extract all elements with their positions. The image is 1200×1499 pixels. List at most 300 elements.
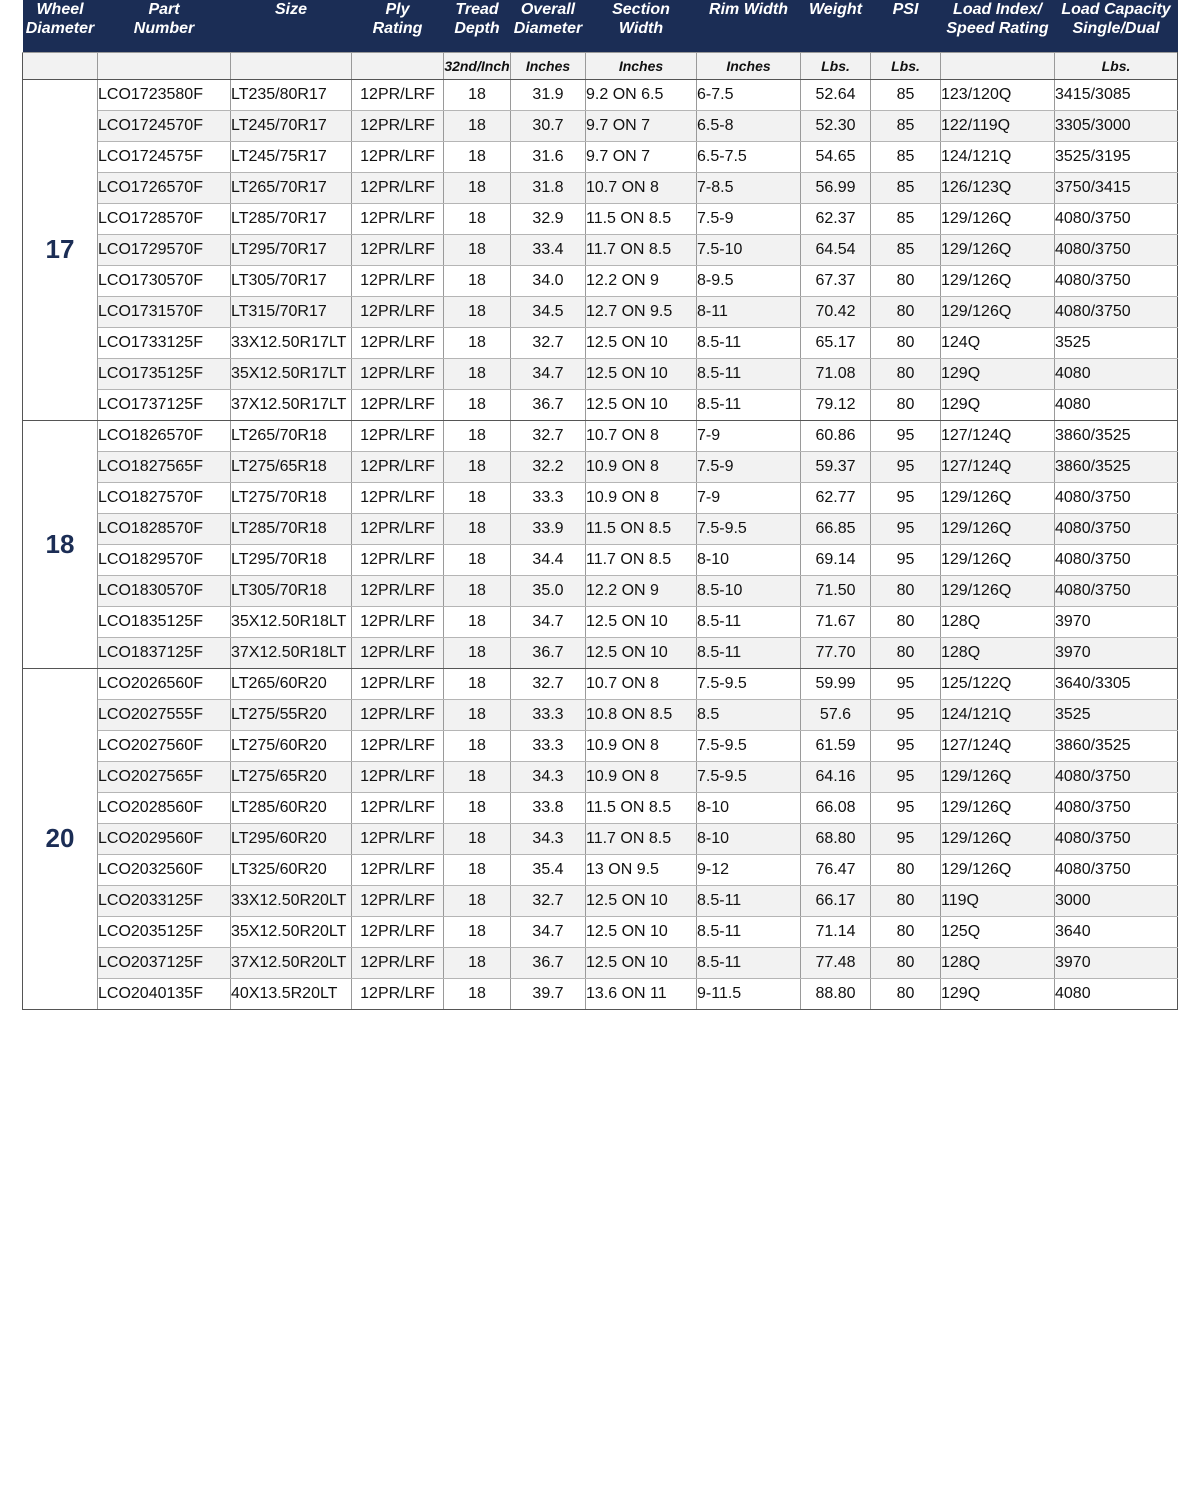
cell-load-capacity: 3000 [1055, 885, 1178, 916]
cell-section-width: 12.5 ON 10 [586, 606, 697, 637]
cell-tread-depth: 18 [444, 203, 511, 234]
table-row [23, 172, 1178, 203]
cell-load-index-speed-rating: 129/126Q [941, 296, 1055, 327]
cell-weight: 60.86 [801, 420, 871, 451]
cell-load-capacity: 4080/3750 [1055, 203, 1178, 234]
cell-ply-rating: 12PR/LRF [352, 327, 444, 358]
cell-section-width: 11.7 ON 8.5 [586, 823, 697, 854]
cell-psi: 85 [871, 141, 941, 172]
table-row [23, 575, 1178, 606]
cell-load-capacity: 4080/3750 [1055, 482, 1178, 513]
cell-section-width: 11.5 ON 8.5 [586, 513, 697, 544]
cell-overall-diameter: 31.9 [511, 79, 586, 110]
cell-ply-rating: 12PR/LRF [352, 389, 444, 420]
cell-rim-width: 6-7.5 [697, 79, 801, 110]
cell-ply-rating: 12PR/LRF [352, 575, 444, 606]
cell-load-index-speed-rating: 125/122Q [941, 668, 1055, 699]
cell-psi: 85 [871, 203, 941, 234]
cell-section-width: 13 ON 9.5 [586, 854, 697, 885]
table-row [23, 265, 1178, 296]
cell-section-width: 11.7 ON 8.5 [586, 234, 697, 265]
cell-overall-diameter: 34.7 [511, 916, 586, 947]
cell-weight: 66.08 [801, 792, 871, 823]
cell-tread-depth: 18 [444, 544, 511, 575]
header-overall-diameter-line: Diameter [513, 20, 583, 37]
cell-part-number: LCO2026560F [98, 668, 231, 699]
cell-rim-width: 7.5-9.5 [697, 761, 801, 792]
cell-load-index-speed-rating: 129/126Q [941, 761, 1055, 792]
cell-rim-width: 8-10 [697, 823, 801, 854]
cell-tread-depth: 18 [444, 668, 511, 699]
cell-tread-depth: 18 [444, 265, 511, 296]
cell-load-capacity: 4080/3750 [1055, 296, 1178, 327]
cell-rim-width: 9-11.5 [697, 978, 801, 1009]
cell-part-number: LCO1827570F [98, 482, 231, 513]
cell-part-number: LCO1726570F [98, 172, 231, 203]
cell-load-capacity: 4080/3750 [1055, 792, 1178, 823]
cell-load-index-speed-rating: 125Q [941, 916, 1055, 947]
cell-size: LT245/75R17 [231, 141, 352, 172]
cell-psi: 95 [871, 544, 941, 575]
cell-size: 40X13.5R20LT [231, 978, 352, 1009]
cell-part-number: LCO1723580F [98, 79, 231, 110]
cell-psi: 80 [871, 637, 941, 668]
cell-load-index-speed-rating: 127/124Q [941, 451, 1055, 482]
cell-overall-diameter: 32.2 [511, 451, 586, 482]
cell-load-capacity: 3860/3525 [1055, 730, 1178, 761]
cell-section-width: 10.7 ON 8 [586, 172, 697, 203]
header-section-width-line: Section [612, 1, 670, 18]
table-row [23, 234, 1178, 265]
cell-size: 35X12.50R18LT [231, 606, 352, 637]
cell-section-width: 12.5 ON 10 [586, 358, 697, 389]
cell-psi: 80 [871, 885, 941, 916]
header-overall-diameter [511, 0, 586, 52]
cell-psi: 85 [871, 172, 941, 203]
cell-weight: 69.14 [801, 544, 871, 575]
cell-part-number: LCO1826570F [98, 420, 231, 451]
cell-overall-diameter: 33.3 [511, 482, 586, 513]
cell-psi: 95 [871, 513, 941, 544]
cell-weight: 59.37 [801, 451, 871, 482]
cell-weight: 66.17 [801, 885, 871, 916]
cell-size: LT305/70R17 [231, 265, 352, 296]
cell-overall-diameter: 33.3 [511, 699, 586, 730]
cell-psi: 80 [871, 916, 941, 947]
cell-rim-width: 7-9 [697, 420, 801, 451]
table-row [23, 296, 1178, 327]
header-load-index-speed-rating-line: Load Index/ [953, 1, 1042, 18]
cell-tread-depth: 18 [444, 79, 511, 110]
cell-weight: 68.80 [801, 823, 871, 854]
cell-psi: 95 [871, 761, 941, 792]
cell-tread-depth: 18 [444, 606, 511, 637]
cell-ply-rating: 12PR/LRF [352, 885, 444, 916]
cell-size: LT315/70R17 [231, 296, 352, 327]
cell-overall-diameter: 35.0 [511, 575, 586, 606]
table-row [23, 141, 1178, 172]
unit-ply-rating [352, 52, 444, 79]
cell-ply-rating: 12PR/LRF [352, 699, 444, 730]
cell-ply-rating: 12PR/LRF [352, 854, 444, 885]
header-section-width [586, 0, 697, 52]
cell-load-index-speed-rating: 128Q [941, 637, 1055, 668]
cell-tread-depth: 18 [444, 761, 511, 792]
header-load-index-speed-rating [941, 0, 1055, 52]
cell-load-capacity: 4080/3750 [1055, 575, 1178, 606]
cell-load-index-speed-rating: 129/126Q [941, 513, 1055, 544]
cell-psi: 80 [871, 947, 941, 978]
cell-psi: 80 [871, 327, 941, 358]
table-row [23, 482, 1178, 513]
cell-psi: 95 [871, 482, 941, 513]
cell-section-width: 10.9 ON 8 [586, 451, 697, 482]
tire-spec-table [22, 0, 1178, 1010]
cell-section-width: 12.2 ON 9 [586, 265, 697, 296]
table-row [23, 327, 1178, 358]
header-part-number-line: Number [133, 20, 195, 37]
cell-tread-depth: 18 [444, 172, 511, 203]
cell-rim-width: 7.5-9.5 [697, 730, 801, 761]
cell-ply-rating: 12PR/LRF [352, 761, 444, 792]
cell-overall-diameter: 36.7 [511, 389, 586, 420]
cell-rim-width: 8.5-11 [697, 916, 801, 947]
cell-ply-rating: 12PR/LRF [352, 172, 444, 203]
table-row [23, 203, 1178, 234]
cell-psi: 80 [871, 296, 941, 327]
wheel-diameter-group: 17 [23, 79, 98, 420]
cell-weight: 71.14 [801, 916, 871, 947]
cell-size: LT295/70R17 [231, 234, 352, 265]
cell-load-index-speed-rating: 127/124Q [941, 730, 1055, 761]
cell-load-index-speed-rating: 129/126Q [941, 544, 1055, 575]
cell-section-width: 12.5 ON 10 [586, 389, 697, 420]
cell-rim-width: 7.5-9 [697, 203, 801, 234]
cell-rim-width: 7.5-9.5 [697, 513, 801, 544]
header-wheel-diameter [23, 0, 98, 52]
cell-section-width: 10.9 ON 8 [586, 761, 697, 792]
cell-section-width: 10.7 ON 8 [586, 420, 697, 451]
cell-tread-depth: 18 [444, 110, 511, 141]
cell-tread-depth: 18 [444, 141, 511, 172]
cell-part-number: LCO1733125F [98, 327, 231, 358]
cell-overall-diameter: 32.7 [511, 327, 586, 358]
cell-tread-depth: 18 [444, 327, 511, 358]
cell-size: LT275/65R20 [231, 761, 352, 792]
table-row [23, 513, 1178, 544]
cell-tread-depth: 18 [444, 451, 511, 482]
table-row [23, 110, 1178, 141]
cell-weight: 79.12 [801, 389, 871, 420]
cell-weight: 56.99 [801, 172, 871, 203]
cell-tread-depth: 18 [444, 854, 511, 885]
cell-weight: 61.59 [801, 730, 871, 761]
cell-tread-depth: 18 [444, 482, 511, 513]
cell-part-number: LCO1827565F [98, 451, 231, 482]
cell-load-capacity: 3750/3415 [1055, 172, 1178, 203]
cell-tread-depth: 18 [444, 420, 511, 451]
header-ply-rating [352, 0, 444, 52]
cell-overall-diameter: 30.7 [511, 110, 586, 141]
cell-part-number: LCO1724575F [98, 141, 231, 172]
cell-weight: 54.65 [801, 141, 871, 172]
header-row [23, 0, 1178, 52]
cell-rim-width: 9-12 [697, 854, 801, 885]
cell-weight: 62.37 [801, 203, 871, 234]
cell-part-number: LCO1724570F [98, 110, 231, 141]
table-row [23, 854, 1178, 885]
cell-section-width: 10.9 ON 8 [586, 482, 697, 513]
cell-part-number: LCO2027560F [98, 730, 231, 761]
cell-psi: 80 [871, 265, 941, 296]
cell-tread-depth: 18 [444, 389, 511, 420]
cell-weight: 76.47 [801, 854, 871, 885]
cell-weight: 59.99 [801, 668, 871, 699]
cell-load-capacity: 3860/3525 [1055, 451, 1178, 482]
table-row [23, 947, 1178, 978]
header-weight-line: Weight [808, 1, 863, 18]
unit-weight: Lbs. [801, 52, 871, 79]
cell-rim-width: 8.5-11 [697, 947, 801, 978]
cell-ply-rating: 12PR/LRF [352, 513, 444, 544]
units-row [23, 52, 1178, 79]
cell-load-index-speed-rating: 129/126Q [941, 792, 1055, 823]
cell-load-index-speed-rating: 129/126Q [941, 265, 1055, 296]
cell-overall-diameter: 36.7 [511, 947, 586, 978]
cell-ply-rating: 12PR/LRF [352, 420, 444, 451]
cell-tread-depth: 18 [444, 947, 511, 978]
table-row [23, 699, 1178, 730]
cell-section-width: 11.5 ON 8.5 [586, 203, 697, 234]
cell-ply-rating: 12PR/LRF [352, 947, 444, 978]
cell-rim-width: 8-9.5 [697, 265, 801, 296]
cell-section-width: 12.5 ON 10 [586, 327, 697, 358]
header-wheel-diameter-line: Diameter [25, 20, 95, 37]
unit-wheel-diameter [23, 52, 98, 79]
cell-size: 33X12.50R17LT [231, 327, 352, 358]
cell-psi: 85 [871, 234, 941, 265]
cell-tread-depth: 18 [444, 978, 511, 1009]
header-load-capacity-line: Load Capacity [1061, 1, 1171, 18]
cell-size: 37X12.50R17LT [231, 389, 352, 420]
cell-part-number: LCO2029560F [98, 823, 231, 854]
cell-rim-width: 6.5-8 [697, 110, 801, 141]
cell-size: 33X12.50R20LT [231, 885, 352, 916]
cell-weight: 67.37 [801, 265, 871, 296]
cell-size: LT275/55R20 [231, 699, 352, 730]
unit-psi: Lbs. [871, 52, 941, 79]
cell-weight: 88.80 [801, 978, 871, 1009]
cell-rim-width: 8.5-11 [697, 606, 801, 637]
cell-part-number: LCO2033125F [98, 885, 231, 916]
cell-load-capacity: 3525/3195 [1055, 141, 1178, 172]
table-row [23, 730, 1178, 761]
cell-load-capacity: 4080/3750 [1055, 234, 1178, 265]
table-row [23, 637, 1178, 668]
cell-rim-width: 8.5 [697, 699, 801, 730]
cell-part-number: LCO2032560F [98, 854, 231, 885]
header-size [231, 0, 352, 52]
cell-rim-width: 7.5-9 [697, 451, 801, 482]
cell-size: LT295/70R18 [231, 544, 352, 575]
cell-rim-width: 8.5-11 [697, 637, 801, 668]
cell-rim-width: 7.5-10 [697, 234, 801, 265]
cell-rim-width: 8-10 [697, 544, 801, 575]
cell-weight: 62.77 [801, 482, 871, 513]
cell-rim-width: 8.5-11 [697, 327, 801, 358]
cell-part-number: LCO1737125F [98, 389, 231, 420]
cell-load-capacity: 3640/3305 [1055, 668, 1178, 699]
cell-part-number: LCO2028560F [98, 792, 231, 823]
cell-tread-depth: 18 [444, 296, 511, 327]
cell-ply-rating: 12PR/LRF [352, 110, 444, 141]
cell-weight: 64.16 [801, 761, 871, 792]
cell-size: LT285/70R18 [231, 513, 352, 544]
cell-rim-width: 8-11 [697, 296, 801, 327]
cell-section-width: 10.8 ON 8.5 [586, 699, 697, 730]
cell-part-number: LCO1730570F [98, 265, 231, 296]
cell-load-capacity: 3970 [1055, 947, 1178, 978]
cell-section-width: 10.9 ON 8 [586, 730, 697, 761]
cell-overall-diameter: 31.6 [511, 141, 586, 172]
cell-psi: 80 [871, 358, 941, 389]
header-tread-depth-line: Tread [455, 1, 499, 18]
unit-tread-depth: 32nd/Inch [444, 52, 511, 79]
cell-weight: 65.17 [801, 327, 871, 358]
cell-weight: 52.64 [801, 79, 871, 110]
cell-psi: 80 [871, 854, 941, 885]
cell-ply-rating: 12PR/LRF [352, 637, 444, 668]
cell-load-index-speed-rating: 129/126Q [941, 234, 1055, 265]
header-load-index-speed-rating-line: Speed Rating [946, 20, 1049, 37]
cell-load-index-speed-rating: 128Q [941, 947, 1055, 978]
header-psi [871, 0, 941, 52]
cell-ply-rating: 12PR/LRF [352, 451, 444, 482]
unit-load-capacity: Lbs. [1055, 52, 1178, 79]
cell-load-capacity: 3525 [1055, 699, 1178, 730]
cell-size: 35X12.50R20LT [231, 916, 352, 947]
cell-rim-width: 8.5-11 [697, 389, 801, 420]
cell-section-width: 11.5 ON 8.5 [586, 792, 697, 823]
cell-section-width: 12.5 ON 10 [586, 637, 697, 668]
table-row [23, 389, 1178, 420]
table-row [23, 792, 1178, 823]
unit-part-number [98, 52, 231, 79]
cell-load-capacity: 4080 [1055, 358, 1178, 389]
cell-load-index-speed-rating: 124/121Q [941, 141, 1055, 172]
cell-size: LT325/60R20 [231, 854, 352, 885]
cell-psi: 95 [871, 730, 941, 761]
cell-load-capacity: 4080/3750 [1055, 823, 1178, 854]
header-size-line: Size [274, 1, 307, 18]
table-row [23, 668, 1178, 699]
cell-load-capacity: 4080/3750 [1055, 854, 1178, 885]
cell-tread-depth: 18 [444, 358, 511, 389]
header-section-width-line: Width [618, 20, 664, 37]
cell-rim-width: 7-8.5 [697, 172, 801, 203]
cell-load-index-speed-rating: 129/126Q [941, 482, 1055, 513]
cell-load-index-speed-rating: 128Q [941, 606, 1055, 637]
cell-psi: 95 [871, 792, 941, 823]
cell-rim-width: 8.5-11 [697, 358, 801, 389]
cell-overall-diameter: 36.7 [511, 637, 586, 668]
cell-part-number: LCO1837125F [98, 637, 231, 668]
cell-section-width: 11.7 ON 8.5 [586, 544, 697, 575]
table-row [23, 451, 1178, 482]
cell-load-index-speed-rating: 129/126Q [941, 203, 1055, 234]
cell-size: LT275/60R20 [231, 730, 352, 761]
cell-section-width: 10.7 ON 8 [586, 668, 697, 699]
cell-ply-rating: 12PR/LRF [352, 544, 444, 575]
cell-section-width: 12.7 ON 9.5 [586, 296, 697, 327]
cell-tread-depth: 18 [444, 513, 511, 544]
header-rim-width-line: Rim Width [709, 1, 788, 18]
cell-overall-diameter: 39.7 [511, 978, 586, 1009]
cell-section-width: 9.7 ON 7 [586, 141, 697, 172]
cell-weight: 57.6 [801, 699, 871, 730]
cell-size: LT285/60R20 [231, 792, 352, 823]
table-row [23, 885, 1178, 916]
unit-load-index-speed-rating [941, 52, 1055, 79]
cell-ply-rating: 12PR/LRF [352, 482, 444, 513]
cell-ply-rating: 12PR/LRF [352, 792, 444, 823]
table-row [23, 823, 1178, 854]
cell-size: LT265/60R20 [231, 668, 352, 699]
cell-tread-depth: 18 [444, 916, 511, 947]
header-part-number [98, 0, 231, 52]
cell-tread-depth: 18 [444, 792, 511, 823]
cell-section-width: 12.2 ON 9 [586, 575, 697, 606]
cell-psi: 85 [871, 110, 941, 141]
cell-part-number: LCO1830570F [98, 575, 231, 606]
cell-load-capacity: 3640 [1055, 916, 1178, 947]
cell-part-number: LCO2027565F [98, 761, 231, 792]
cell-size: LT275/65R18 [231, 451, 352, 482]
cell-size: LT295/60R20 [231, 823, 352, 854]
cell-rim-width: 6.5-7.5 [697, 141, 801, 172]
cell-load-capacity: 3970 [1055, 637, 1178, 668]
header-weight [801, 0, 871, 52]
cell-part-number: LCO1829570F [98, 544, 231, 575]
cell-load-capacity: 4080/3750 [1055, 265, 1178, 296]
cell-ply-rating: 12PR/LRF [352, 265, 444, 296]
cell-rim-width: 7.5-9.5 [697, 668, 801, 699]
cell-section-width: 12.5 ON 10 [586, 916, 697, 947]
cell-ply-rating: 12PR/LRF [352, 79, 444, 110]
cell-overall-diameter: 34.0 [511, 265, 586, 296]
cell-size: 37X12.50R20LT [231, 947, 352, 978]
cell-overall-diameter: 33.4 [511, 234, 586, 265]
cell-part-number: LCO2035125F [98, 916, 231, 947]
table-row [23, 79, 1178, 110]
cell-load-capacity: 4080 [1055, 978, 1178, 1009]
cell-weight: 52.30 [801, 110, 871, 141]
cell-psi: 80 [871, 606, 941, 637]
cell-load-index-speed-rating: 123/120Q [941, 79, 1055, 110]
table-body [23, 79, 1178, 1009]
cell-load-index-speed-rating: 129Q [941, 358, 1055, 389]
unit-overall-diameter: Inches [511, 52, 586, 79]
cell-overall-diameter: 34.3 [511, 823, 586, 854]
cell-load-index-speed-rating: 124/121Q [941, 699, 1055, 730]
cell-part-number: LCO2037125F [98, 947, 231, 978]
cell-load-capacity: 3970 [1055, 606, 1178, 637]
cell-overall-diameter: 31.8 [511, 172, 586, 203]
cell-rim-width: 8.5-11 [697, 885, 801, 916]
cell-ply-rating: 12PR/LRF [352, 668, 444, 699]
cell-rim-width: 7-9 [697, 482, 801, 513]
cell-overall-diameter: 35.4 [511, 854, 586, 885]
